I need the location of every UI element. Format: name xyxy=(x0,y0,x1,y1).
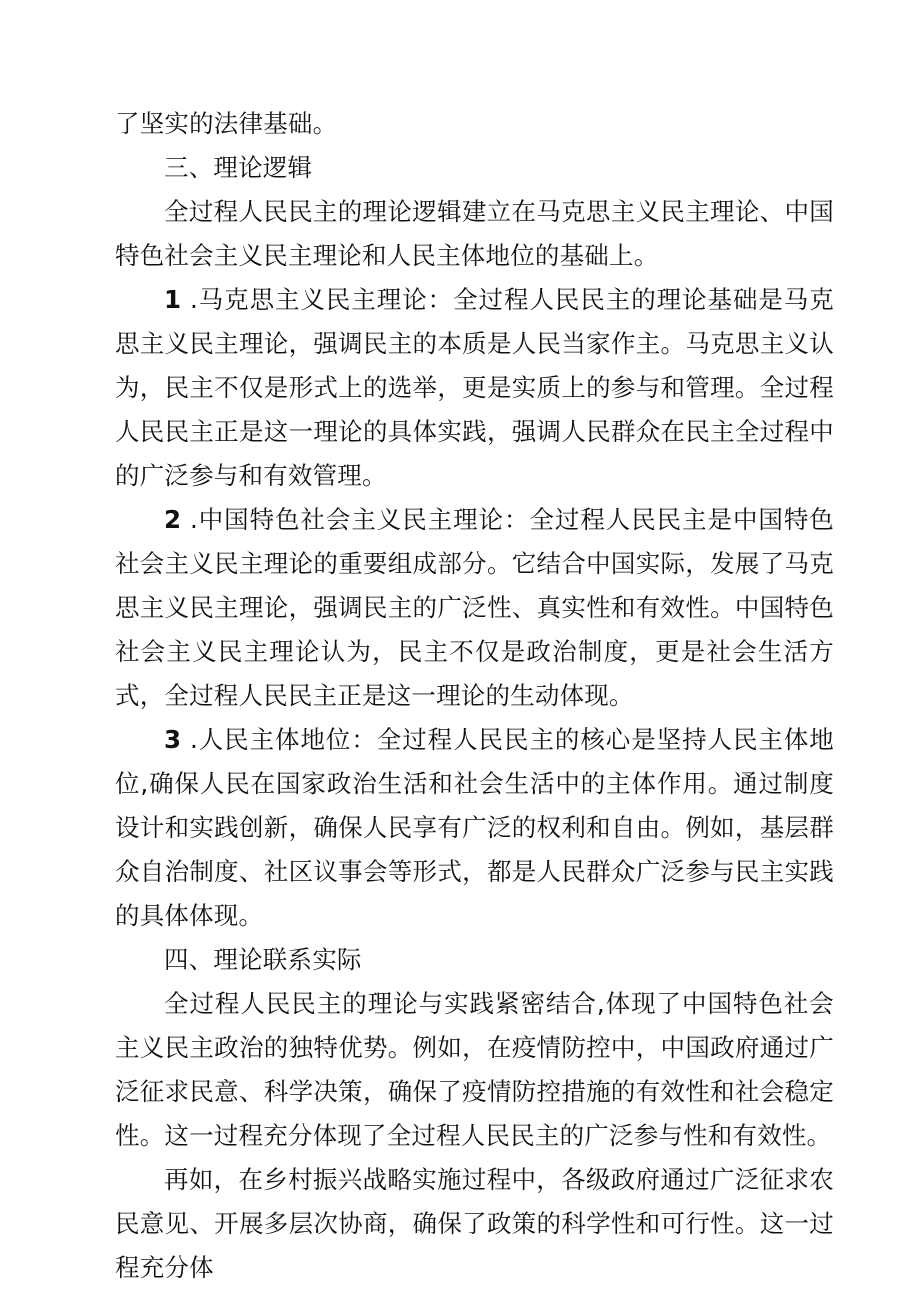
paragraph-practice-example: 全过程人民民主的理论与实践紧密结合,体现了中国特色社会主义民主政治的独特优势。例如，在疫情防控中，中国政府通过广泛征求民意、科学决策，确保了疫情防控措施的有效性和社会稳定性。这一过程充分体现了全过程人民民主的广泛参与性和有效性。 xyxy=(115,989,834,1150)
list-number: 1 xyxy=(164,285,182,314)
list-number: 2 xyxy=(164,505,182,534)
paragraph-rural-revitalization: 再如，在乡村振兴战略实施过程中，各级政府通过广泛征求农民意见、开展多层次协商，确保了政策的科学性和可行性。这一过程充分体 xyxy=(115,1165,834,1282)
section-heading-practice: 四、理论联系实际 xyxy=(164,945,362,974)
paragraph-continuation: 了坚实的法律基础。 xyxy=(115,109,338,138)
list-item-people-status xyxy=(115,718,834,938)
list-item-text: .马克思主义民主理论：全过程人民民主的理论基础是马克思主义民主理论，强调民主的本质是人民当家作主。马克思主义认为，民主不仅是形式上的选举，更是实质上的参与和管理。全过程人民民主正是这一理论的具体实践，强调人民群众在民主全过程中的广泛参与和有效管理。 xyxy=(115,285,834,490)
list-item-marxist-theory xyxy=(115,278,834,498)
list-item-text: .人民主体地位：全过程人民民主的核心是坚持人民主体地位,确保人民在国家政治生活和社会生活中的主体作用。通过制度设计和实践创新，确保人民享有广泛的权利和自由。例如，基层群众自治制度、社区议事会等形式，都是人民群众广泛参与民主实践的具体体现。 xyxy=(115,725,834,930)
list-item-socialist-theory xyxy=(115,498,834,718)
list-number: 3 xyxy=(164,725,182,754)
list-item-text: .中国特色社会主义民主理论：全过程人民民主是中国特色社会主义民主理论的重要组成部分。它结合中国实际，发展了马克思主义民主理论，强调民主的广泛性、真实性和有效性。中国特色社会主义民主理论认为，民主不仅是政治制度，更是社会生活方式，全过程人民民主正是这一理论的生动体现。 xyxy=(115,505,834,710)
section-heading-theory-logic: 三、理论逻辑 xyxy=(164,153,313,182)
paragraph-theory-intro: 全过程人民民主的理论逻辑建立在马克思主义民主理论、中国特色社会主义民主理论和人民主体地位的基础上。 xyxy=(115,197,834,270)
